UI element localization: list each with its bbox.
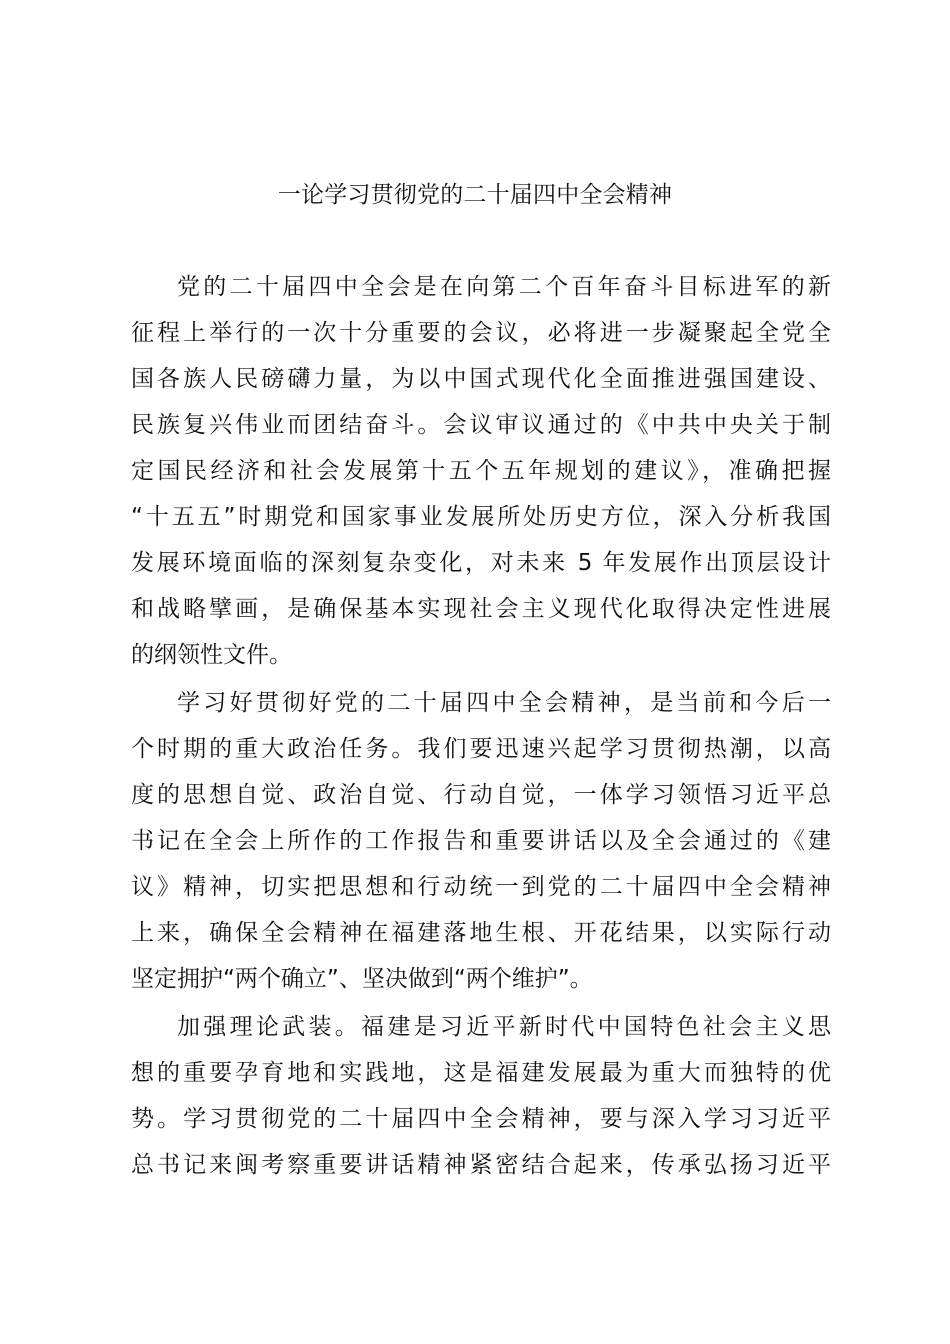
paragraph-line: 党的二十届四中全会是在向第二个百年奋斗目标进军的新 — [177, 274, 831, 300]
paragraph-line: 势。学习贯彻党的二十届四中全会精神，要与深入学习习近平 — [131, 1106, 831, 1132]
paragraph — [131, 264, 831, 678]
paragraph-line: 书记在全会上所作的工作报告和重要讲话以及全会通过的《建 — [131, 828, 831, 854]
paragraph-line: 上来，确保全会精神在福建落地生根、开花结果，以实际行动 — [131, 920, 831, 946]
paragraph-line: 定国民经济和社会发展第十五个五年规划的建议》，准确把握 — [131, 458, 831, 484]
paragraph-line: 议》精神，切实把思想和行动统一到党的二十届四中全会精神 — [131, 874, 831, 900]
paragraph-line: 想的重要孕育地和实践地，这是福建发展最为重大而独特的优 — [131, 1060, 831, 1086]
paragraph-line: 国各族人民磅礴力量，为以中国式现代化全面推进强国建设、 — [131, 366, 831, 392]
paragraph-line: 征程上举行的一次十分重要的会议，必将进一步凝聚起全党全 — [131, 320, 831, 346]
paragraph — [131, 1004, 831, 1188]
paragraph-line: 的纲领性文件。 — [131, 642, 292, 668]
paragraph-line: 学习好贯彻好党的二十届四中全会精神，是当前和今后一 — [177, 690, 831, 716]
paragraph-line: 加强理论武装。福建是习近平新时代中国特色社会主义思 — [177, 1014, 831, 1040]
paragraph-line: 个时期的重大政治任务。我们要迅速兴起学习贯彻热潮，以高 — [131, 736, 831, 762]
document-title: 一论学习贯彻党的二十届四中全会精神 — [277, 182, 673, 208]
document-body — [131, 264, 831, 1188]
paragraph-line: 和战略擘画，是确保基本实现社会主义现代化取得决定性进展 — [131, 596, 831, 622]
paragraph-line: “十五五”时期党和国家事业发展所处历史方位，深入分析我国 — [131, 504, 831, 530]
paragraph-line: 民族复兴伟业而团结奋斗。会议审议通过的《中共中央关于制 — [131, 412, 831, 438]
paragraph — [131, 680, 831, 1002]
paragraph-line: 发展环境面临的深刻复杂变化，对未来 5 年发展作出顶层设计 — [131, 550, 831, 576]
paragraph-line: 度的思想自觉、政治自觉、行动自觉，一体学习领悟习近平总 — [131, 782, 831, 808]
paragraph-line: 总书记来闽考察重要讲话精神紧密结合起来，传承弘扬习近平 — [131, 1152, 831, 1178]
paragraph-line: 坚定拥护“两个确立”、坚决做到“两个维护”。 — [131, 966, 593, 992]
